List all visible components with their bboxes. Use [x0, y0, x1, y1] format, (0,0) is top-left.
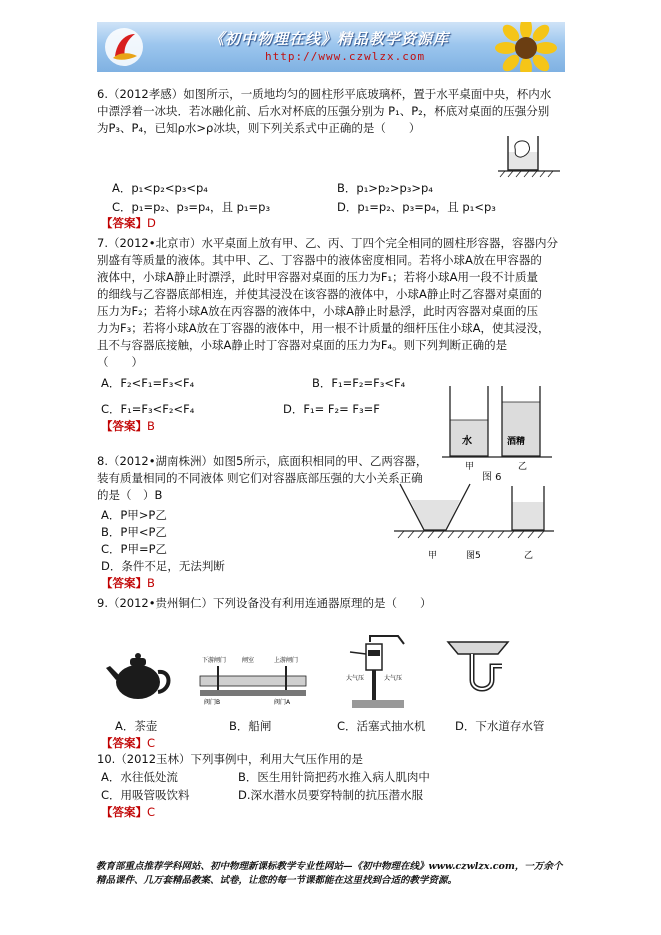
site-logo-icon — [103, 26, 145, 68]
fig6-label-jia: 甲 — [465, 462, 475, 472]
q7-line-6: 力为F₃；若将小球A放在丁容器的液体中，用一根不计质量的细杆压住小球A，使其浸没， — [97, 321, 550, 335]
q7-answer-label: 【答案】 — [101, 419, 147, 433]
q9-option-d: D．下水道存水管 — [455, 719, 545, 733]
q6-answer-label: 【答案】 — [101, 216, 147, 230]
q9-option-c: C．活塞式抽水机 — [337, 719, 426, 733]
ship-lock-image — [198, 654, 308, 706]
q10-option-c: C．用吸管吸饮料 — [101, 788, 190, 802]
q8-answer-label: 【答案】 — [101, 576, 147, 590]
q6-option-d: D．p₁=p₂、p₃=p₄，且 p₁<p₃ — [337, 200, 496, 214]
q7-option-d: D．F₁= F₂= F₃=F — [283, 402, 380, 416]
q10-option-d: D.深水潜水员要穿特制的抗压潜水服 — [238, 788, 424, 802]
q7-line-7: 且不与容器底接触，小球A静止时丁容器对桌面的压力为F₄。则下列判断正确的是 — [97, 338, 508, 352]
q7-answer — [101, 418, 155, 435]
svg-text:闸室: 闸室 — [242, 657, 255, 664]
q10-option-a: A．水往低处流 — [101, 770, 178, 784]
fig5-label-jia: 甲 — [428, 551, 438, 561]
fig6-label-yi: 乙 — [518, 462, 528, 472]
q10-answer-label: 【答案】 — [101, 805, 147, 819]
q7-option-b: B．F₁=F₂=F₃<F₄ — [312, 376, 406, 390]
q8-option-b: B．P甲<P乙 — [101, 525, 167, 539]
svg-text:阀门A: 阀门A — [274, 699, 291, 706]
q7-answer-value: B — [147, 419, 155, 433]
q8-line-3: 的是（ ）B — [97, 488, 163, 502]
q8-option-c: C．P甲=P乙 — [101, 542, 168, 556]
drain-trap-image — [446, 636, 510, 700]
q10-answer — [101, 804, 155, 821]
fig5-label-yi: 乙 — [524, 551, 534, 561]
q9-answer — [101, 735, 155, 752]
q7-line-3: 液体中，小球A静止时漂浮，此时甲容器对桌面的压力为F₁；若将小球A用一段不计质量 — [97, 270, 538, 284]
q6-line-1: 6.（2012孝感）如图所示，一质地均匀的圆柱形平底玻璃杯，置于水平桌面中央，杯内水 — [97, 87, 552, 101]
banner-url[interactable]: http://www.czwlzx.com — [265, 50, 426, 63]
q8-option-d: D．条件不足，无法判断 — [101, 559, 225, 573]
q8-line-2: 装有质量相同的不同液体 则它们对容器底部压强的大小关系正确 — [97, 471, 423, 485]
q8-answer-value: B — [147, 576, 155, 590]
piston-pump-image — [346, 632, 412, 712]
svg-text:阀门B: 阀门B — [204, 699, 221, 706]
q6-option-c: C．p₁=p₂、p₃=p₄，且 p₁=p₃ — [112, 200, 271, 214]
q7-figure-caption: 图 6 — [482, 472, 502, 483]
fig6-label-alcohol: 酒精 — [507, 437, 526, 447]
q7-line-1: 7.（2012•北京市）水平桌面上放有甲、乙、丙、丁四个完全相同的圆柱形容器，容器内分 — [97, 236, 559, 250]
q8-line-1: 8.（2012•湖南株洲）如图5所示，底面积相同的甲、乙两容器， — [97, 454, 428, 468]
footer-note: 教育部重点推荐学科网站、初中物理新课标教学专业性网站—《初中物理在线》www.czwlzx.com，一万余个精品课件、几万套精品教案、试卷，让您的每一节课都能在这里找到合适的教学资源。 — [96, 861, 563, 886]
svg-text:大气压: 大气压 — [384, 675, 403, 682]
q6-cup-figure — [498, 130, 560, 180]
q7-line-8: （ ） — [97, 355, 143, 369]
q7-line-5: 压力为F₂；若将小球A放在丙容器的液体中，小球A静止时悬浮，此时丙容器对桌面的压 — [97, 304, 538, 318]
q8-option-a: A．P甲>P乙 — [101, 508, 167, 522]
banner-title: 《初中物理在线》精品教学资源库 — [209, 30, 450, 48]
q7-figure-6 — [440, 378, 560, 478]
q6-line-2: 中漂浮着一冰块．若冰融化前、后水对杯底的压强分别为 P₁、P₂，杯底对桌面的压强分别 — [97, 104, 550, 118]
q10-line: 10.（2012玉林）下列事例中，利用大气压作用的是 — [97, 752, 364, 766]
sunflower-icon — [493, 22, 559, 72]
q6-option-a: A．p₁<p₂<p₃<p₄ — [112, 181, 208, 195]
q9-answer-label: 【答案】 — [101, 736, 147, 750]
header-banner — [97, 22, 565, 72]
fig5-caption: 图5 — [466, 551, 481, 561]
q7-option-a: A．F₂<F₁=F₃<F₄ — [101, 376, 195, 390]
q10-answer-value: C — [147, 805, 156, 819]
svg-text:上游闸门: 上游闸门 — [274, 657, 299, 664]
q7-line-2: 别盛有等质量的液体。其中甲、乙、丁容器中的液体密度相同。若将小球A放在甲容器的 — [97, 253, 542, 267]
q8-answer — [101, 575, 155, 592]
svg-text:下游闸门: 下游闸门 — [202, 657, 227, 664]
q7-line-4: 的细线与乙容器底部相连，并使其浸没在该容器的液体中，小球A静止时乙容器对桌面的 — [97, 287, 542, 301]
teapot-image — [104, 650, 176, 702]
q10-option-b: B．医生用针筒把药水推入病人肌肉中 — [238, 770, 430, 784]
q6-option-b: B．p₁>p₂>p₃>p₄ — [337, 181, 433, 195]
q9-line: 9.（2012•贵州铜仁）下列设备没有利用连通器原理的是（ ） — [97, 596, 432, 610]
q9-option-a: A．茶壶 — [115, 719, 158, 733]
q9-option-b: B．船闸 — [229, 719, 272, 733]
q8-figure-5 — [394, 480, 554, 565]
q6-answer-value: D — [147, 216, 156, 230]
svg-text:大气压: 大气压 — [346, 675, 365, 682]
q7-option-c: C．F₁=F₃<F₂<F₄ — [101, 402, 195, 416]
q9-answer-value: C — [147, 736, 156, 750]
fig6-label-water: 水 — [462, 436, 472, 447]
q6-line-3: 为P₃、P₄，已知ρ水>ρ冰块，则下列关系式中正确的是（ ） — [97, 121, 421, 135]
q6-answer — [101, 215, 156, 232]
